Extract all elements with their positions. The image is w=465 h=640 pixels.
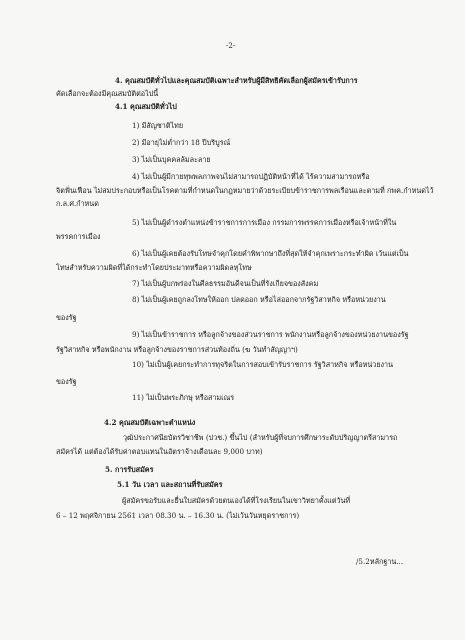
list-item-cont: โทษสำหรับความผิดที่ได้กระทำโดยประมาทหรือความผิดลหุโทษ (56, 263, 252, 272)
section42-heading: 4.2 คุณสมบัติเฉพาะตำแหน่ง (104, 418, 196, 427)
continuation-marker: /5.2หลักฐาน... (356, 557, 404, 566)
list-item: 3) ไม่เป็นบุคคลล้มละลาย (132, 155, 211, 164)
list-item: 7) ไม่เป็นผู้บกพร่องในศีลธรรมอันดีจนเป็นที่รังเกียจของสังคม (132, 279, 319, 288)
section51-text: ผู้สมัครขอรับและยื่นใบสมัครด้วยตนเองได้ที่โรงเรียนในเขาวิทยาคั้งแต่วันที่ (122, 496, 351, 505)
section4-heading-cont: คัดเลือกจะต้องมีคุณสมบัติต่อไปนี้ (56, 89, 159, 98)
list-item: 6) ไม่เป็นผู้เคยต้องรับโทษจำคุกโดยคำพิพากษาถึงที่สุดให้จำคุกเพราะกระทำผิด เว้นแต่เป็น (132, 249, 409, 258)
list-item: 9) ไม่เป็นข้าราชการ หรือลูกจ้างของส่วนราชการ พนักงานหรือลูกจ้างของหน่วยงานของรัฐ (132, 330, 409, 339)
list-item-cont: รัฐวิสาหกิจ หรือพนักงาน หรือลูกจ้างของราชการส่วนท้องถิ่น (ฆ วันทำสัญญาฯ) (56, 345, 298, 354)
list-item-cont: จิตฟั่นเฟือน ไม่สมประกอบหรือเป็นโรคตามที่กำหนดในกฎหมายว่าด้วยระเบียบข้าราชการพลเรือนและตามที่ กพค.กำหนดไว้ (56, 186, 434, 195)
list-item: 4) ไม่เป็นผู้มีกายทุพพลภาพจนไม่สามารถปฏิบัติหน้าที่ได้ ไร้ความสามารถหรือ (132, 172, 370, 181)
list-item: 5) ไม่เป็นผู้ดำรงตำแหน่งข้าราชการการเมือง กรรมการพรรคการเมืองหรือเจ้าหน้าที่ใน (132, 218, 397, 227)
list-item: 11) ไม่เป็นพระภิกษุ หรือสามเณร (132, 393, 235, 402)
list-item-cont: พรรคการเมือง (56, 232, 101, 241)
section41-heading: 4.1 คุณสมบัติทั่วไป (115, 102, 177, 111)
list-item-cont: ของรัฐ (56, 377, 77, 386)
section51-heading: 5.1 วัน เวลา และสถานที่รับสมัคร (117, 480, 223, 489)
list-item: 1) มีสัญชาติไทย (132, 121, 184, 130)
section42-text-cont: สมัครได้ แต่ต้องได้รับค่าตอบแทนในอัตราจ้างเดือนละ 9,000 บาท) (56, 447, 263, 456)
section5-heading: 5. การรับสมัคร (105, 465, 154, 474)
list-item: 8) ไม่เป็นผู้เคยถูกลงโทษให้ออก ปลดออก หรือไล่ออกจากรัฐวิสาหกิจ หรือหน่วยงาน (132, 295, 386, 304)
section42-text: วุฒิประกาศนียบัตรวิชาชีพ (ปวช.) ขึ้นไป (สำหรับผู้ที่จบการศึกษาระดับปริญญาตรีสามารถ (123, 433, 398, 442)
list-item-cont: ก.ล.ศ.กำหนด (56, 199, 99, 208)
list-item-cont: ของรัฐ (56, 313, 77, 322)
page-number: -2- (226, 42, 236, 50)
section4-heading: 4. คุณสมบัติทั่วไปและคุณสมบัติเฉพาะสำหรับผู้มีสิทธิคัดเลือกผู้สมัครเข้ารับการ (115, 76, 358, 85)
section51-text-cont: 6 – 12 พฤศจิกายน 2561 เวลา 08.30 น. – 16.30 น. (ไม่เว้นวันหยุดราชการ) (56, 511, 300, 520)
list-item: 10) ไม่เป็นผู้เคยกระทำการทุจริตในการสอบเข้ารับราชการ รัฐวิสาหกิจ หรือหน่วยงาน (132, 360, 393, 369)
list-item: 2) มีอายุไม่ต่ำกว่า 18 ปีบริบูรณ์ (132, 138, 231, 147)
